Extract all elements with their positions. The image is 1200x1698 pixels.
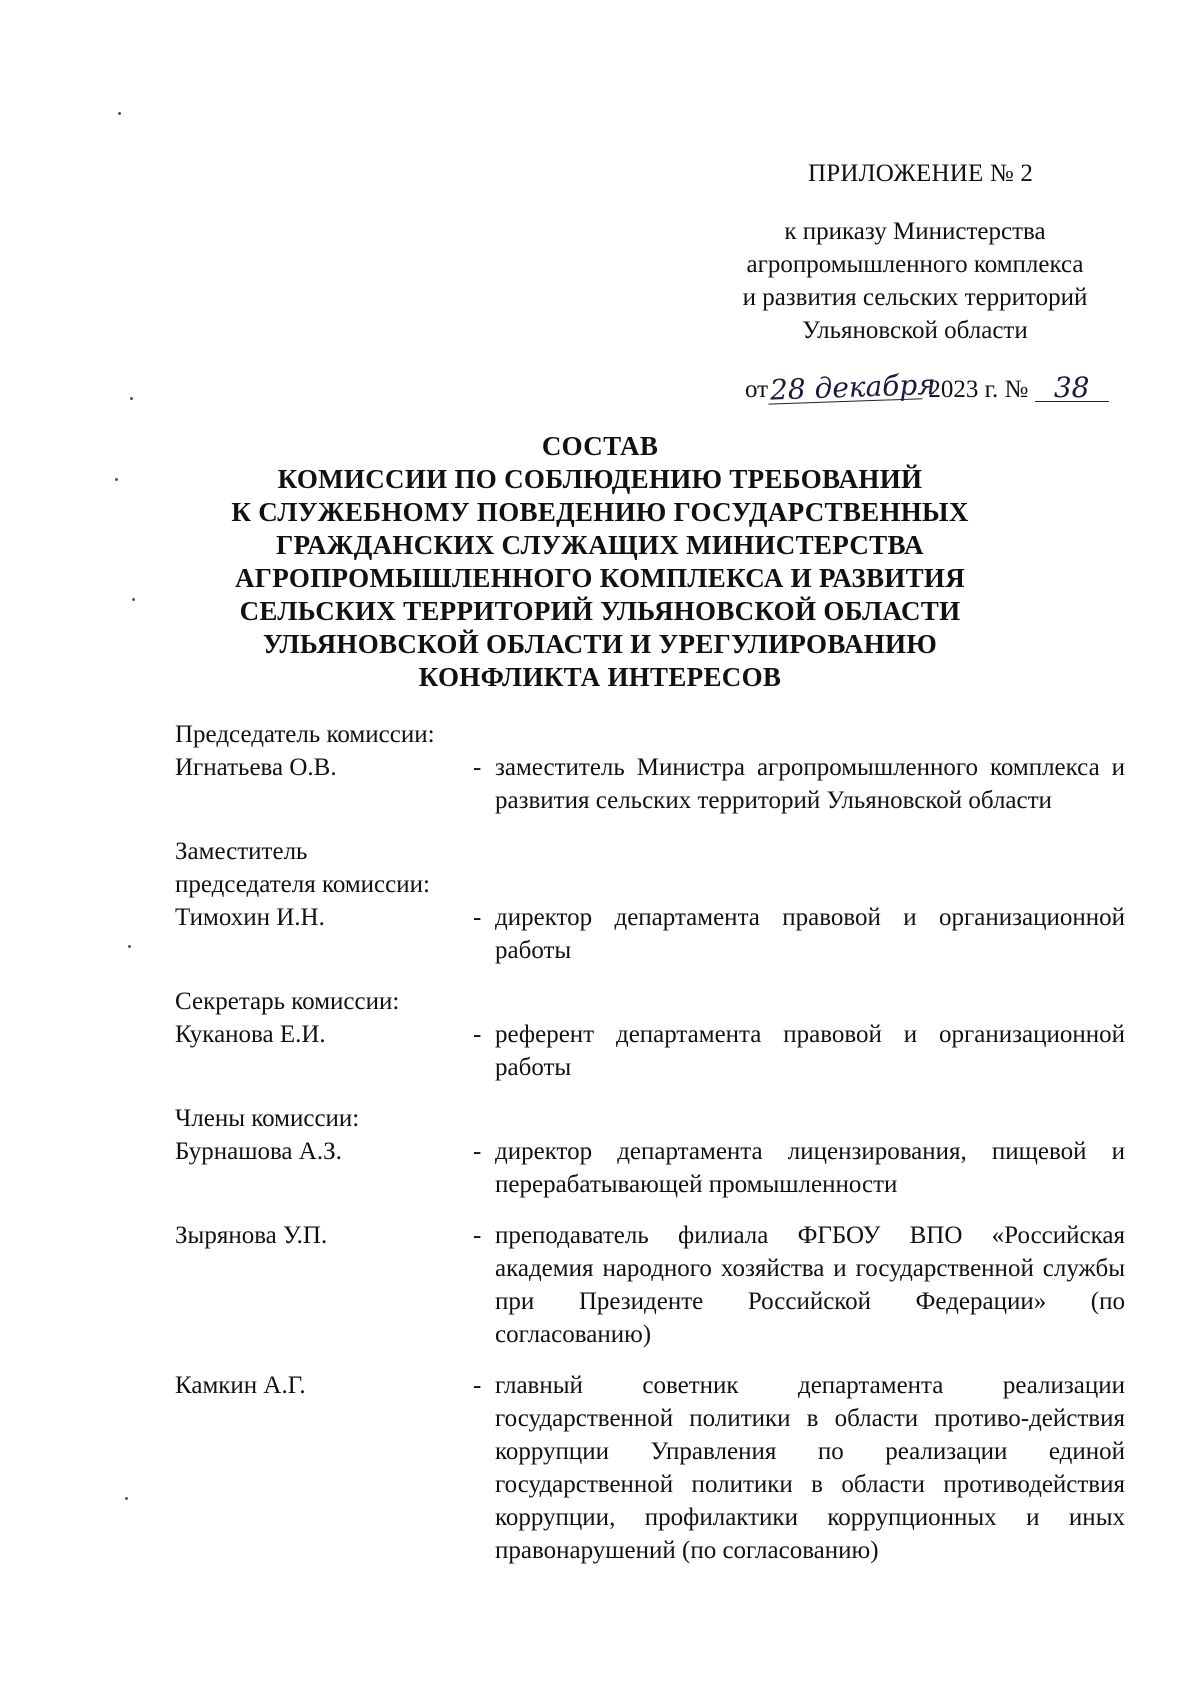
order-ref-line: агропромышленного комплекса: [746, 251, 1084, 278]
order-date-line: [745, 367, 1109, 407]
member-name: Бурнашова А.З.: [175, 1138, 342, 1165]
role-label-chair: Председатель комиссии:: [175, 721, 435, 748]
scan-speck: [125, 1497, 128, 1500]
title-line: АГРОПРОМЫШЛЕННОГО КОМПЛЕКСА И РАЗВИТИЯ: [235, 563, 965, 593]
member-dash: -: [473, 1021, 482, 1048]
order-ref-line: Ульяновской области: [802, 317, 1028, 344]
title-line: КОНФЛИКТА ИНТЕРЕСОВ: [418, 662, 782, 692]
member-position: референт департамента правовой и организационной работы: [495, 1021, 1125, 1081]
member-dash: -: [473, 1138, 482, 1165]
title-line: СЕЛЬСКИХ ТЕРРИТОРИЙ УЛЬЯНОВСКОЙ ОБЛАСТИ: [239, 596, 961, 626]
member-name: Тимохин И.Н.: [175, 904, 325, 931]
role-label-secretary: Секретарь комиссии:: [175, 988, 400, 1015]
title-line: СОСТАВ: [541, 431, 659, 461]
member-dash: -: [473, 904, 482, 931]
member-row: [175, 1219, 1135, 1351]
order-ref-line: и развития сельских территорий: [742, 284, 1088, 311]
scan-speck: [130, 397, 133, 400]
member-position: заместитель Министра агропромышленного комплекса и развития сельских территорий Ульяновской области: [495, 754, 1125, 814]
title-line: ГРАЖДАНСКИХ СЛУЖАЩИХ МИНИСТЕРСТВА: [276, 530, 924, 560]
order-ref-line: к приказу Министерства: [784, 218, 1046, 245]
title-line: КОМИССИИ ПО СОБЛЮДЕНИЮ ТРЕБОВАНИЙ: [277, 464, 923, 494]
member-name: Зырянова У.П.: [175, 1222, 328, 1249]
member-name: Куканова Е.И.: [175, 1021, 326, 1048]
date-prefix: от: [745, 376, 769, 403]
member-row: [175, 751, 1135, 817]
title-line: УЛЬЯНОВСКОЙ ОБЛАСТИ И УРЕГУЛИРОВАНИЮ: [262, 629, 938, 659]
member-dash: -: [473, 754, 482, 781]
appendix-label: ПРИЛОЖЕНИЕ № 2: [808, 160, 1034, 187]
member-row: [175, 1135, 1135, 1201]
handwritten-date: 28 декабря: [769, 367, 937, 407]
member-name: Камкин А.Г.: [175, 1372, 306, 1399]
member-position: главный советник департамента реализации государственной политики в области противо-действия коррупции Управления по реализации единой государственной политики в области противодействия коррупции, профилактики коррупционных и иных правонарушений (по согласованию): [495, 1372, 1125, 1564]
member-position: директор департамента лицензирования, пищевой и перерабатывающей промышленности: [495, 1138, 1125, 1198]
title-line: К СЛУЖЕБНОМУ ПОВЕДЕНИЮ ГОСУДАРСТВЕННЫХ: [231, 497, 969, 527]
member-name: Игнатьева О.В.: [175, 754, 337, 781]
member-position: директор департамента правовой и организационной работы: [495, 904, 1125, 964]
document-title: [150, 430, 1050, 694]
role-label-members: Члены комиссии:: [175, 1105, 360, 1132]
scan-speck: [128, 945, 131, 948]
member-dash: -: [473, 1222, 482, 1249]
date-year: 2023 г. №: [928, 376, 1029, 403]
member-dash: -: [473, 1372, 482, 1399]
scan-speck: [118, 112, 121, 115]
member-row: [175, 1018, 1135, 1084]
member-row: [175, 1369, 1135, 1567]
member-row: [175, 901, 1135, 967]
scan-speck: [115, 478, 118, 481]
member-position: преподаватель филиала ФГБОУ ВПО «Российская академия народного хозяйства и государственной службы при Президенте Российской Федерации» (по согласованию): [495, 1222, 1125, 1348]
role-label-deputy: Заместитель: [175, 838, 308, 865]
order-reference: [715, 215, 1115, 347]
commission-members: [175, 718, 1135, 1567]
handwritten-order-number: 38: [1035, 375, 1109, 402]
scan-speck: [132, 598, 135, 601]
role-label-deputy: председателя комиссии:: [175, 871, 430, 898]
